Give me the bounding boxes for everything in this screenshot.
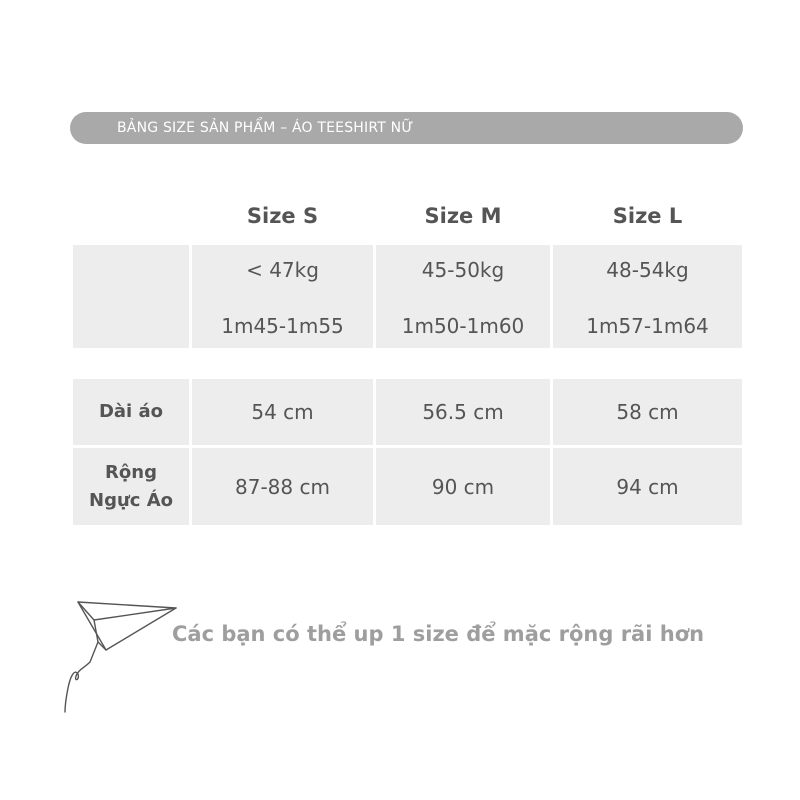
info-cell-size-m <box>376 245 550 348</box>
size-chart-title: BẢNG SIZE SẢN PHẨM – ÁO TEESHIRT NỮ <box>117 120 414 136</box>
height-size-l: 1m57-1m64 <box>586 314 709 338</box>
column-header-size-s: Size S <box>246 204 319 228</box>
height-size-s: 1m45-1m55 <box>221 314 344 338</box>
chest-size-s: 87-88 cm <box>192 448 373 525</box>
length-size-s: 54 cm <box>192 379 373 445</box>
paper-plane-icon <box>56 598 182 716</box>
row-label-chest-width: Rộng Ngực Áo <box>73 448 189 525</box>
weight-size-m: 45-50kg <box>421 258 505 282</box>
info-cell-size-s <box>192 245 373 348</box>
weight-size-s: < 47kg <box>246 258 319 282</box>
length-size-l: 58 cm <box>553 379 742 445</box>
info-cell-size-l <box>553 245 742 348</box>
chest-size-m: 90 cm <box>376 448 550 525</box>
info-label-cell <box>73 245 189 348</box>
size-chart-title-bar <box>70 112 743 144</box>
length-size-m: 56.5 cm <box>376 379 550 445</box>
column-header-size-l: Size L <box>612 204 683 228</box>
height-size-m: 1m50-1m60 <box>401 314 525 338</box>
column-header-size-m: Size M <box>424 204 502 228</box>
weight-size-l: 48-54kg <box>606 258 689 282</box>
row-label-length: Dài áo <box>73 379 189 445</box>
size-tip-text: Các bạn có thể up 1 size để mặc rộng rãi hơn <box>172 622 705 646</box>
chest-size-l: 94 cm <box>553 448 742 525</box>
